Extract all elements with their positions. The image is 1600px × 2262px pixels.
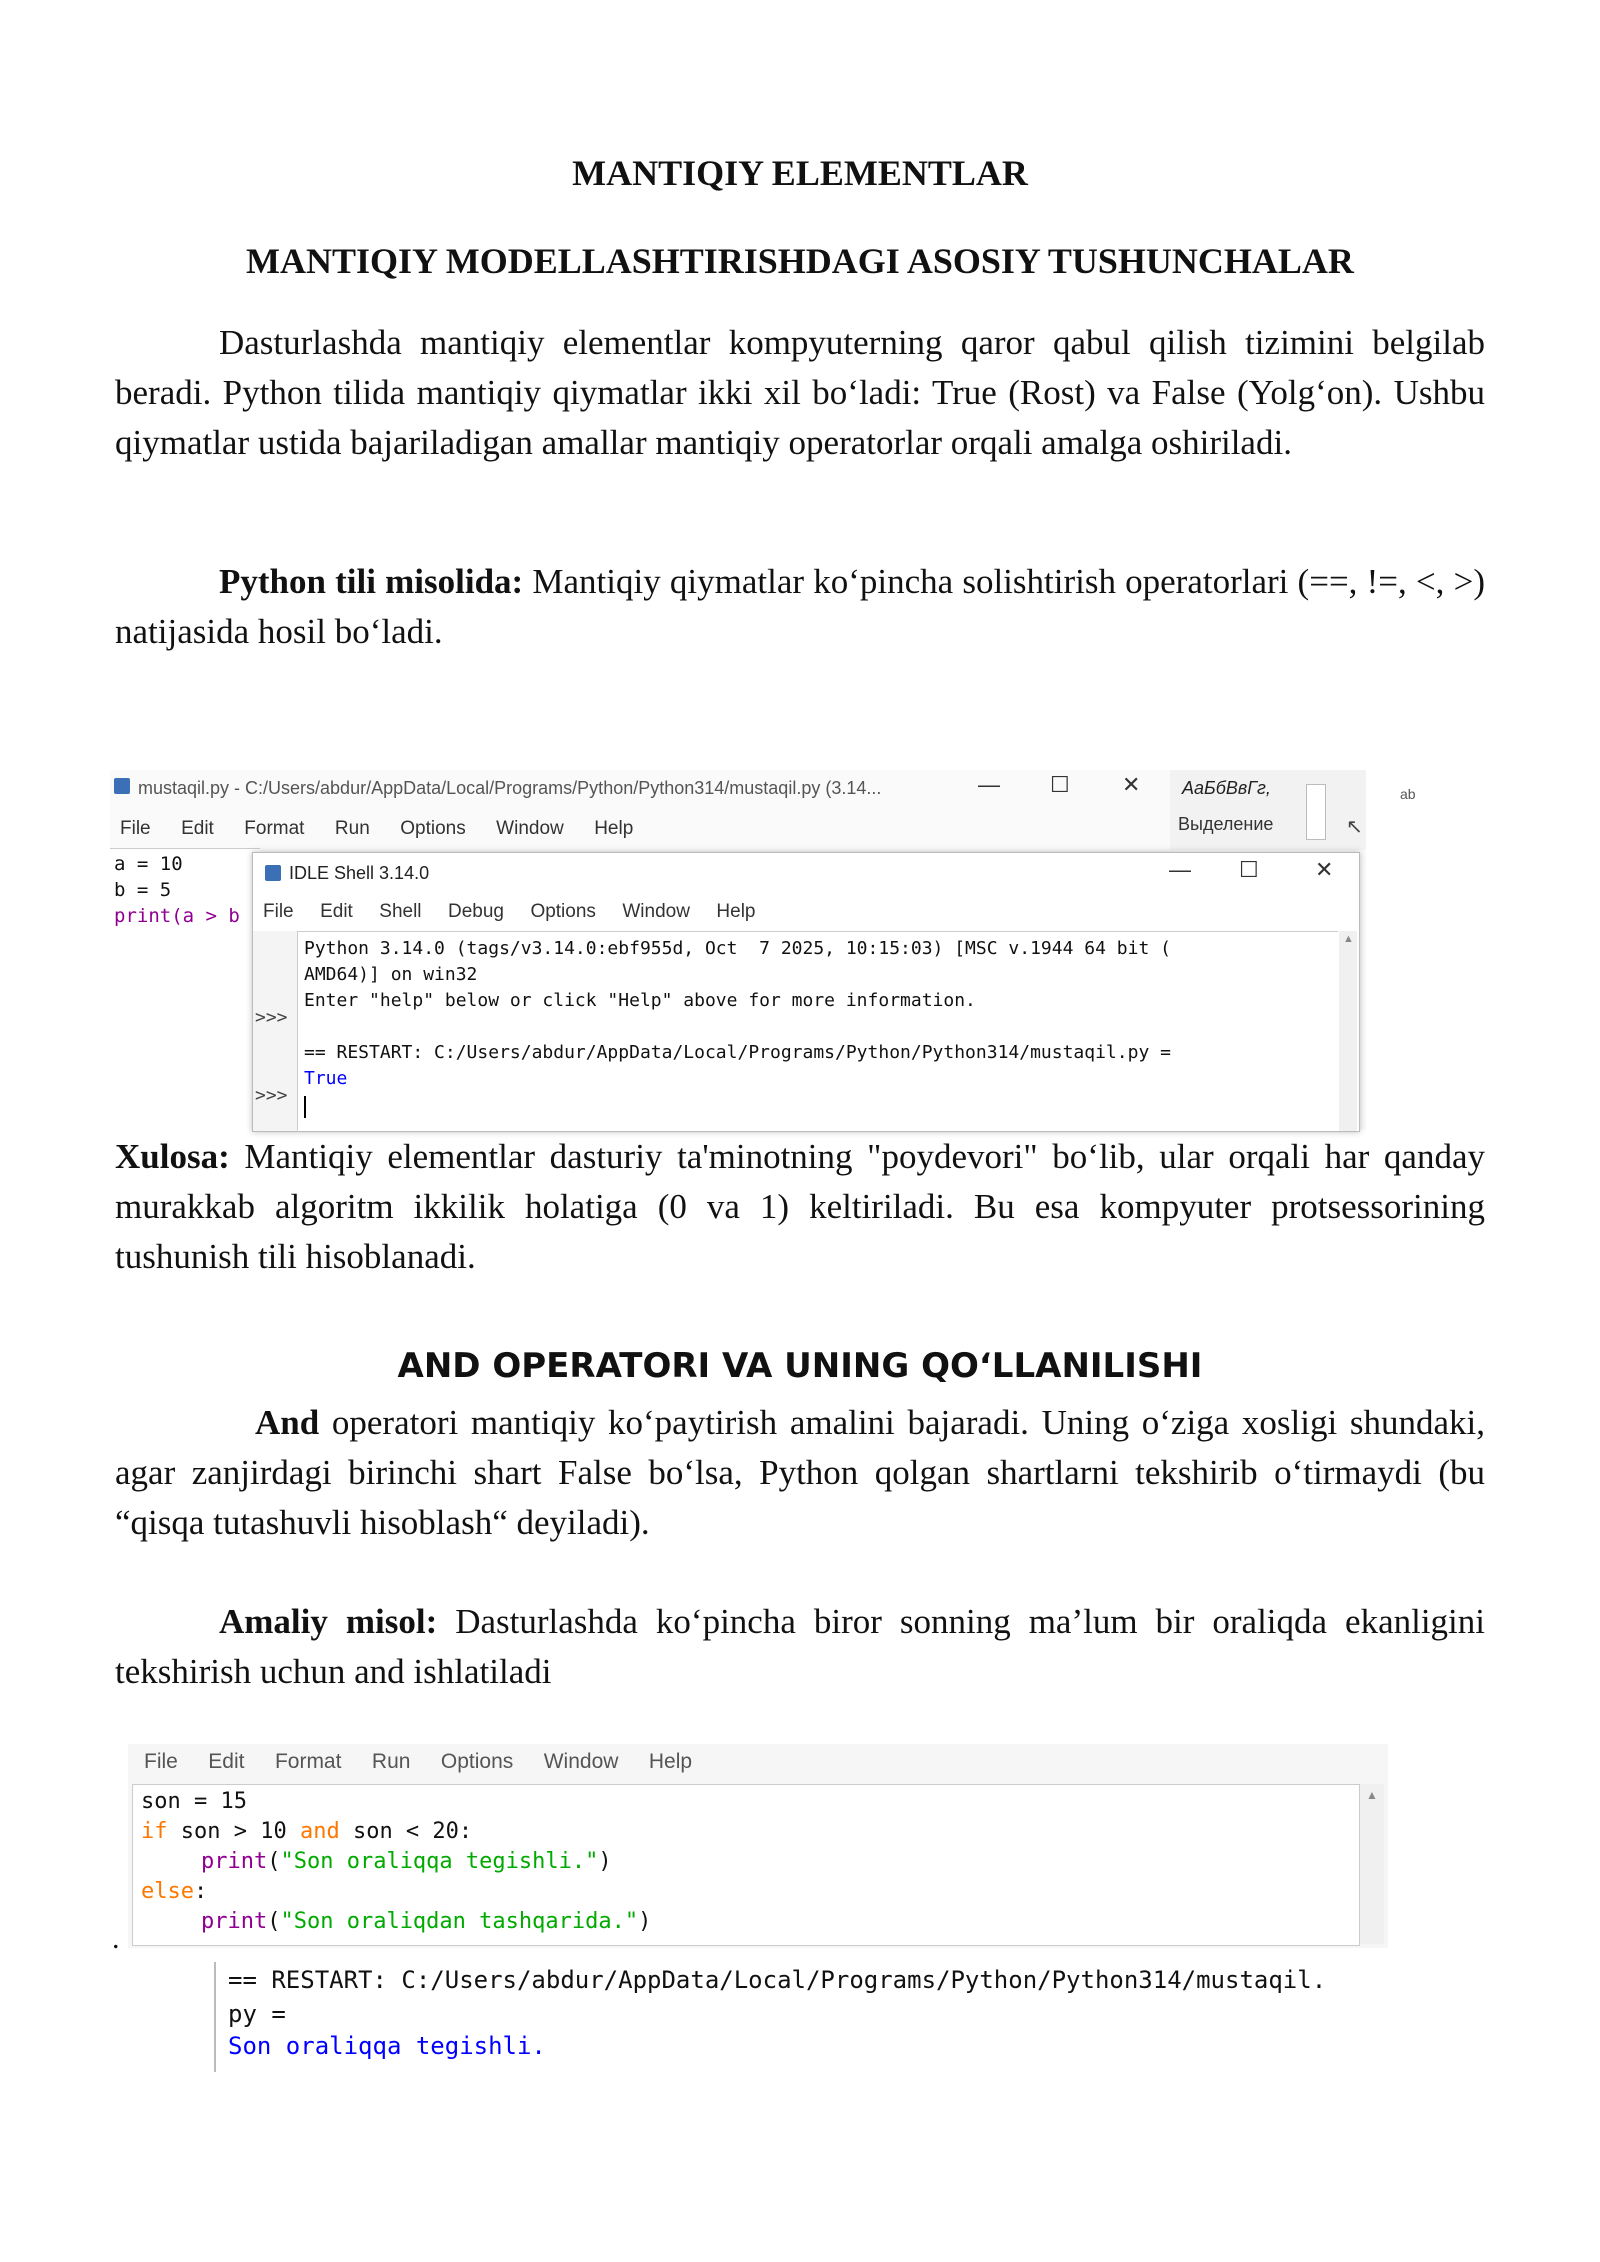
conclusion-text: Mantiqiy elementlar dasturiy ta'minotning "poydevori" bo‘lib, ular orqali har qanday murakkab algoritm ikkilik holatiga (0 va 1) keltiriladi. Bu esa kompyuter protsessorining tushunish tili hisoblanadi. xyxy=(115,1137,1485,1276)
and-section-title: AND OPERATORI VA UNING QO‘LLANILISHI xyxy=(397,1346,1203,1386)
shell-gutter-line xyxy=(214,1962,216,2072)
output-restart-line-2: py = xyxy=(228,2000,286,2028)
editor2-code-area[interactable] xyxy=(132,1784,1360,1946)
idle-shell-icon xyxy=(265,865,281,881)
shell-output-area[interactable] xyxy=(297,931,1338,1132)
shell-menu-debug[interactable]: Debug xyxy=(447,901,504,922)
practical-example-text: Dasturlashda ko‘pincha biror sonning ma’lum bir oraliqda ekanligini tekshirish uchun and ishlatiladi xyxy=(115,1602,1486,1691)
python-example-text: Mantiqiy qiymatlar ko‘pincha solishtirish operatorlari (==, !=, <, >) natijasida hosil bo‘ladi. xyxy=(115,562,1485,651)
editor-menu-options[interactable]: Options xyxy=(400,818,466,839)
editor-menu-format[interactable]: Format xyxy=(244,818,305,839)
code-line-5: print("Son oraliqdan tashqarida.") xyxy=(201,1909,652,1934)
else-colon: : xyxy=(193,1879,208,1904)
shell-line-3: Enter "help" below or click "Help" above for more information. xyxy=(304,990,976,1011)
python-example-label: Python tili misolida: xyxy=(219,562,524,601)
editor2-menu-run[interactable]: Run xyxy=(371,1750,411,1773)
shell-menu-help[interactable]: Help xyxy=(716,901,756,922)
code-line-3: print("Son oraliqqa tegishli.") xyxy=(201,1849,612,1874)
code-line-4 xyxy=(141,1879,207,1904)
editor-menu-help[interactable]: Help xyxy=(594,818,634,839)
and-text: operatori mantiqiy ko‘paytirish amalini bajaradi. Uning o‘ziga xosligi shundaki, agar zanjirdagi birinchi shart False bo‘lsa, Python qolgan shartlarni tekshirib o‘tirmaydi (bu “qisqa tutashuvli hisoblash“ deyiladi). xyxy=(115,1403,1485,1542)
print-builtin-1: print xyxy=(201,1849,268,1874)
shell-prompt-gutter xyxy=(253,931,297,1131)
shell-menu-edit[interactable]: Edit xyxy=(320,901,353,922)
ribbon-scroll[interactable] xyxy=(1306,784,1326,840)
selection-label[interactable]: Выделение xyxy=(1178,814,1274,834)
editor-menu-window[interactable]: Window xyxy=(496,818,564,839)
intro-paragraph: Dasturlashda mantiqiy elementlar kompyuterning qaror qabul qilish tizimini belgilab beradi. Python tilida mantiqiy qiymatlar ikki xil bo‘ladi: True (Rost) va False (Yolg‘on). Ushbu qiymatlar ustida bajariladigan amallar mantiqiy operatorlar orqali amalga oshiriladi. xyxy=(115,323,1485,462)
shell-line-1: Python 3.14.0 (tags/v3.14.0:ebf955d, Oct 7 2025, 10:15:03) [MSC v.1944 64 bit ( xyxy=(304,938,1171,959)
else-keyword: else xyxy=(141,1879,194,1904)
string-literal-2: "Son oraliqdan tashqarida." xyxy=(280,1909,639,1934)
editor2-scrollbar[interactable] xyxy=(1360,1784,1384,1944)
editor-menu-edit[interactable]: Edit xyxy=(181,818,214,839)
page-title: MANTIQIY ELEMENTLAR xyxy=(572,153,1028,193)
shell-line-true: True xyxy=(304,1068,348,1089)
output-restart-line: == RESTART: C:/Users/abdur/AppData/Local/Programs/Python/Python314/mustaqil. xyxy=(228,1966,1327,1994)
editor-code-area[interactable] xyxy=(110,848,260,1131)
and-paragraph xyxy=(115,1398,1485,1548)
shell-scrollbar[interactable] xyxy=(1339,931,1357,1131)
editor2-menu-help[interactable]: Help xyxy=(648,1750,693,1773)
shell-menubar xyxy=(263,901,777,923)
scroll-up-icon[interactable]: ▲ xyxy=(1343,933,1354,945)
text-cursor xyxy=(304,1096,306,1118)
conclusion-label: Xulosa: xyxy=(115,1137,230,1176)
output-result-line: Son oraliqqa tegishli. xyxy=(228,2032,546,2060)
ab-label: ab xyxy=(1400,786,1416,802)
practical-example-label: Amaliy misol: xyxy=(219,1602,438,1641)
editor2-menu-format[interactable]: Format xyxy=(274,1750,342,1773)
editor-line-1: a = 10 xyxy=(114,853,183,875)
condition-right: son < 20: xyxy=(339,1819,473,1844)
editor2-menu-options[interactable]: Options xyxy=(440,1750,514,1773)
editor2-menubar xyxy=(144,1750,718,1774)
python-file-icon xyxy=(114,778,130,794)
python-example-paragraph xyxy=(115,557,1485,657)
editor-menu-run[interactable]: Run xyxy=(334,818,370,839)
practical-example-paragraph xyxy=(115,1597,1485,1697)
print-builtin-2: print xyxy=(201,1909,268,1934)
editor2-menu-file[interactable]: File xyxy=(144,1750,178,1773)
and-label: And xyxy=(255,1403,320,1442)
shell-menu-shell[interactable]: Shell xyxy=(379,901,422,922)
shell-title: IDLE Shell 3.14.0 xyxy=(289,863,430,883)
idle-shell-window xyxy=(252,852,1360,1132)
ribbon-fragment xyxy=(1170,770,1416,850)
shell-menu-window[interactable]: Window xyxy=(622,901,690,922)
editor-menu-file[interactable]: File xyxy=(120,818,151,839)
editor2-menu-window[interactable]: Window xyxy=(543,1750,619,1773)
cursor-icon: ↖ xyxy=(1346,816,1363,838)
string-literal-1: "Son oraliqqa tegishli." xyxy=(280,1849,599,1874)
conclusion-paragraph xyxy=(115,1132,1485,1282)
editor-menubar xyxy=(120,818,659,840)
editor-line-2: b = 5 xyxy=(114,879,172,901)
editor2-menu-edit[interactable]: Edit xyxy=(208,1750,245,1773)
condition-left: son > 10 xyxy=(167,1819,300,1844)
shell-close-button[interactable]: ✕ xyxy=(1315,857,1334,882)
shell-line-restart: == RESTART: C:/Users/abdur/AppData/Local/Programs/Python/Python314/mustaqil.py = xyxy=(304,1042,1171,1063)
and-keyword: and xyxy=(299,1819,340,1844)
editor-minimize-button[interactable]: — xyxy=(978,772,1000,797)
idle-screenshot-3 xyxy=(214,1962,1484,2072)
section-title: MANTIQIY MODELLASHTIRISHDAGI ASOSIY TUSHUNCHALAR xyxy=(246,241,1354,281)
if-keyword: if xyxy=(141,1819,168,1844)
shell-menu-options[interactable]: Options xyxy=(530,901,596,922)
stray-dot: . xyxy=(112,1922,120,1955)
editor-line-3: print(a > b xyxy=(114,905,240,927)
styles-sample: АаБбВвГг, xyxy=(1182,778,1271,798)
editor-title: mustaqil.py - C:/Users/abdur/AppData/Local/Programs/Python/Python314/mustaqil.py (3.14... xyxy=(138,778,882,798)
shell-line-2: AMD64)] on win32 xyxy=(304,964,478,985)
editor-close-button[interactable]: ✕ xyxy=(1122,772,1141,797)
shell-prompt-2: >>> xyxy=(255,1085,288,1106)
idle-screenshot-2 xyxy=(128,1744,1388,1948)
shell-minimize-button[interactable]: — xyxy=(1169,857,1191,882)
shell-maximize-button[interactable]: ☐ xyxy=(1239,857,1259,882)
code-line-2 xyxy=(141,1819,472,1844)
editor-maximize-button[interactable]: ☐ xyxy=(1050,772,1070,797)
code-line-1: son = 15 xyxy=(141,1789,247,1814)
shell-menu-file[interactable]: File xyxy=(263,901,294,922)
shell-prompt-1: >>> xyxy=(255,1007,288,1028)
idle-screenshot-1 xyxy=(110,770,1416,1130)
scroll-up-icon-2[interactable]: ▲ xyxy=(1366,1788,1378,1802)
